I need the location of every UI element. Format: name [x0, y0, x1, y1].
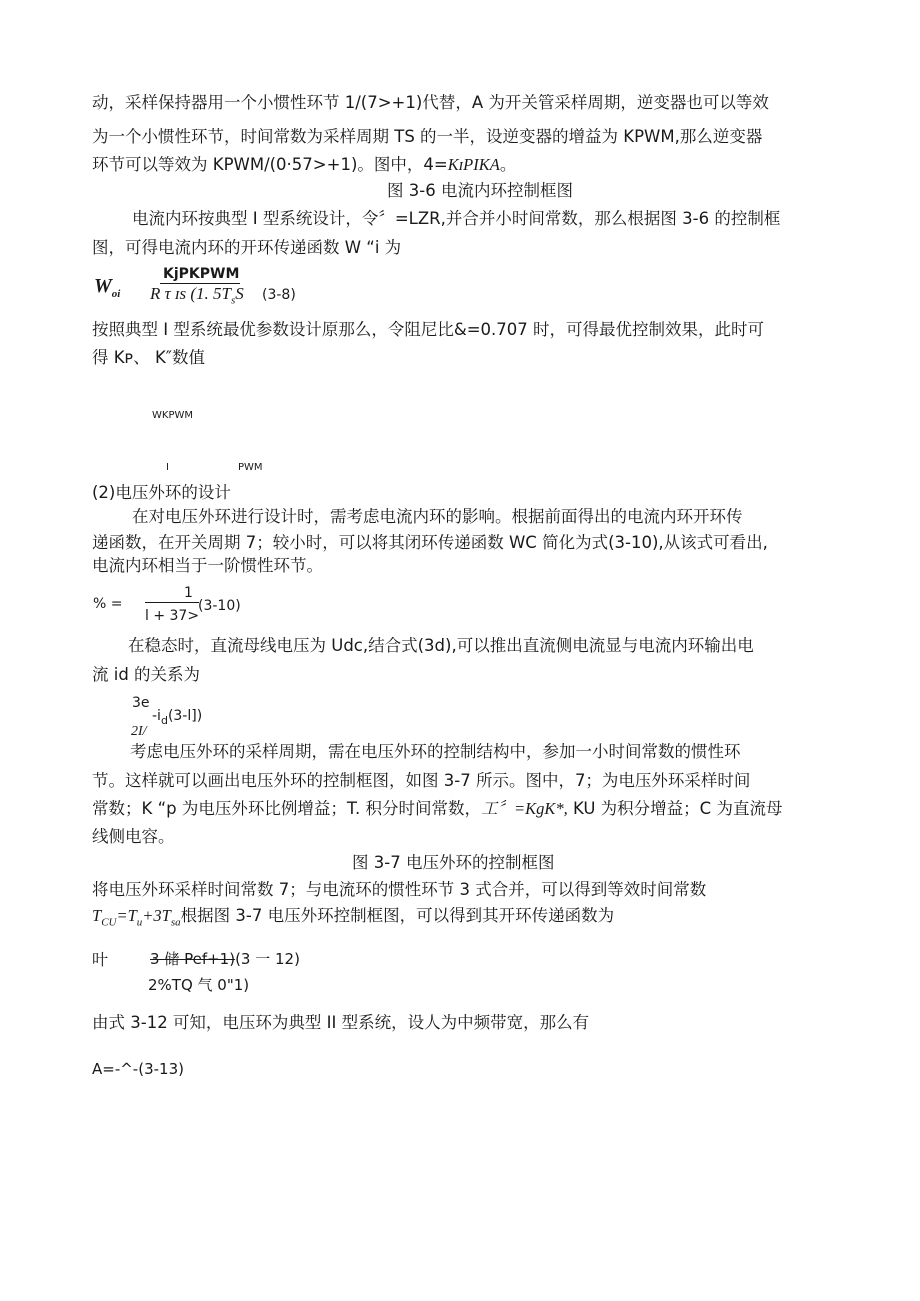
paragraph-line: 图，可得电流内环的开环传递函数 W “i 为: [92, 238, 402, 257]
text-span: 根据图 3-7 电压外环控制框图，可以得到其开环传递函数为: [180, 906, 615, 925]
text-span: 常数；K “p 为电压外环比例增益；T. 积分时间常数，: [92, 799, 481, 818]
equation-numerator: 3e: [132, 695, 150, 711]
equation-denominator: 2I/: [131, 724, 147, 739]
equation-denominator: l + 37>: [145, 608, 200, 624]
figure-caption-3-7: 图 3-7 电压外环的控制框图: [352, 853, 555, 872]
equation-lhs: 叶: [92, 950, 109, 969]
fraction-bar: [145, 602, 199, 603]
text-span: 环节可以等效为 KPWM/(0·57>+1)。图中，4=: [92, 155, 448, 174]
paragraph-line: 按照典型 I 型系统最优参数设计原那么，令阻尼比&=0.707 时，可得最优控制效果，此时可: [92, 320, 765, 339]
paragraph-line: 在对电压外环进行设计时，需考虑电流内环的影响。根据前面得出的电流内环开环传: [132, 507, 743, 526]
equation-lhs: % =: [93, 596, 123, 612]
paragraph-line: 节。这样就可以画出电压外环的控制框图，如图 3-7 所示。图中，7；为电压外环采样时间: [92, 771, 751, 790]
paragraph-line: 为一个小惯性环节，时间常数为采样周期 TS 的一半，设逆变器的增益为 KPWM,那么逆变器: [92, 127, 763, 146]
equation-numerator: KjPKPWM: [163, 266, 240, 282]
formula-span: KɪPIKA: [447, 155, 500, 174]
paragraph-line: [92, 799, 782, 819]
paragraph-line: 流 id 的关系为: [92, 665, 201, 684]
paragraph-line: 递函数，在开关周期 7；较小时，可以将其闭环传递函数 WC 简化为式(3-10),从该式可看出,: [92, 533, 768, 552]
equation-middle: $-i_d(3-l]$): [152, 708, 203, 727]
formula-span: T: [92, 906, 102, 925]
figure-caption-3-6: 图 3-6 电流内环控制框图: [387, 181, 573, 200]
equation-denominator: R τ ɪs (1. $5T_sS$: [150, 284, 244, 307]
paragraph-line: $T_{CU}=T_u+3T_{sa}$根据图 3-7 电压外环控制框图，可以得到其开环传递函数为: [92, 906, 615, 929]
paragraph-line: 动，采样保持器用一个小惯性环节 1/(7>+1)代替，A 为开关管采样周期，逆变器也可以等效: [92, 93, 769, 112]
equation-fragment: WKPWM: [152, 410, 193, 421]
paragraph-line: 考虑电压外环的采样周期，需在电压外环的控制结构中，参加一小时间常数的惯性环: [130, 742, 741, 761]
paragraph-line: 得 Kᴘ、 K″数值: [92, 348, 205, 367]
equation-numerator: 3 储 Pef+1)(3 一 12): [150, 950, 300, 968]
equation-fragment: PWM: [238, 462, 263, 473]
text-span: KU 为积分增益；C 为直流母: [567, 799, 783, 818]
paragraph-line: 线侧电容。: [92, 827, 175, 846]
formula-span: +3T: [142, 906, 171, 925]
paragraph-line: [92, 155, 516, 175]
formula-span: 工〞=KgK*,: [480, 799, 568, 818]
paragraph-line: 电流内环按典型 I 型系统设计，令〞=LZR,并合并小时间常数，那么根据图 3-6 的控制框: [132, 209, 781, 228]
paragraph-line: 在稳态时，直流母线电压为 Udc,结合式(3d),可以推出直流侧电流显与电流内环输出电: [128, 636, 754, 655]
equation-3-13: A=-^-(3-13): [92, 1060, 184, 1078]
equation-fragment: I: [166, 462, 169, 473]
paragraph-line: 由式 3-12 可知，电压环为典型 II 型系统，设人为中频带宽，那么有: [92, 1013, 590, 1032]
paragraph-line: 将电压外环采样时间常数 7；与电流环的惯性环节 3 式合并，可以得到等效时间常数: [92, 880, 707, 899]
text-span: 。: [499, 155, 517, 174]
paragraph-line: 电流内环相当于一阶惯性环节。: [92, 556, 323, 575]
equation-lhs: $W_{oi}$: [94, 275, 121, 300]
section-heading: (2)电压外环的设计: [92, 483, 231, 502]
equation-tag: (3-8): [262, 287, 296, 303]
equation-tag: (3-10): [198, 598, 241, 614]
equation-denominator: 2%TQ 气 0"1): [148, 976, 250, 994]
formula-span: =T: [116, 906, 137, 925]
equation-numerator: 1: [184, 585, 193, 601]
